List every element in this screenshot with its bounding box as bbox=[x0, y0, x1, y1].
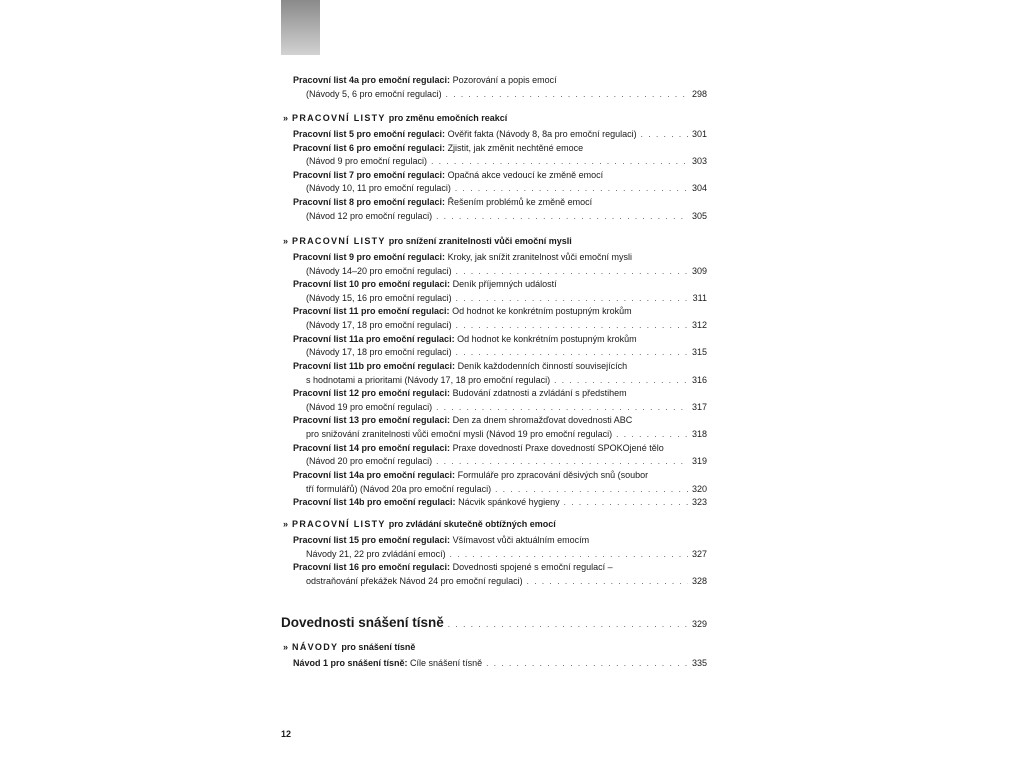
toc-page-number: 305 bbox=[691, 210, 707, 221]
toc-page-number: 298 bbox=[691, 89, 707, 99]
toc-entry-text bbox=[293, 252, 632, 262]
section-heading bbox=[283, 517, 703, 531]
toc-entry-line bbox=[306, 182, 707, 195]
toc-entry[interactable] bbox=[293, 142, 707, 155]
toc-entry-text bbox=[293, 279, 557, 289]
toc-entry[interactable] bbox=[306, 575, 707, 588]
dot-leader bbox=[554, 374, 688, 387]
toc-entry[interactable] bbox=[306, 265, 707, 278]
toc-entry[interactable] bbox=[293, 534, 707, 547]
toc-entry-line bbox=[293, 442, 707, 455]
toc-entry-label: Pracovní list 6 pro emoční regulaci: bbox=[293, 142, 446, 153]
toc-entry-title: Návody 21, 22 pro zvládání emocí) bbox=[306, 548, 446, 559]
toc-entry[interactable] bbox=[293, 251, 707, 264]
toc-entry-line bbox=[293, 142, 707, 155]
section-marker: » bbox=[283, 113, 289, 123]
toc-entry-label: Pracovní list 11 pro emoční regulaci: bbox=[293, 306, 450, 317]
toc-entry-text bbox=[306, 88, 446, 101]
toc-entry-line bbox=[293, 657, 707, 670]
dot-leader bbox=[495, 483, 688, 496]
toc-entry[interactable] bbox=[306, 374, 707, 387]
toc-entry[interactable] bbox=[306, 401, 707, 414]
toc-entry-text bbox=[306, 455, 436, 468]
dot-leader bbox=[446, 88, 688, 101]
toc-page-number: 311 bbox=[692, 292, 707, 303]
section-heading bbox=[283, 640, 703, 654]
toc-entry-title: (Návod 19 pro emoční regulaci) bbox=[306, 401, 433, 412]
section-title: pro snášení tísně bbox=[341, 642, 416, 652]
toc-entry-text bbox=[293, 535, 589, 545]
toc-entry-line bbox=[306, 319, 707, 332]
section-marker: » bbox=[283, 236, 289, 246]
toc-page-number: 316 bbox=[691, 374, 707, 385]
toc-entry-text bbox=[306, 575, 527, 588]
toc-entry-text bbox=[293, 657, 486, 670]
toc-entry-text bbox=[293, 170, 603, 180]
toc-entry-text bbox=[306, 483, 495, 496]
dot-leader bbox=[616, 428, 688, 441]
toc-page-number: 323 bbox=[691, 497, 707, 508]
toc-entry-text bbox=[293, 388, 627, 398]
toc-entry-label: Pracovní list 14a pro emoční regulaci: bbox=[293, 469, 456, 480]
toc-entry-title: Od hodnot ke konkrétním postupným krokům bbox=[452, 306, 632, 317]
toc-entry[interactable] bbox=[306, 428, 707, 441]
toc-page-number: 304 bbox=[691, 183, 707, 194]
toc-page-number: 335 bbox=[691, 658, 707, 668]
toc-entry-title: Praxe dovedností Praxe dovedností SPOKOjené tělo bbox=[452, 442, 664, 453]
section-heading bbox=[283, 234, 703, 248]
toc-entry-text bbox=[306, 401, 436, 414]
toc-entry-line bbox=[293, 196, 707, 209]
toc-entry-line bbox=[306, 88, 707, 101]
toc-entry-label: Pracovní list 9 pro emoční regulaci: bbox=[293, 252, 446, 262]
toc-entry[interactable] bbox=[293, 278, 707, 291]
toc-entry-label: Pracovní list 5 pro emoční regulaci: bbox=[293, 129, 446, 139]
dot-leader bbox=[436, 401, 688, 414]
toc-entry-title: (Návod 20 pro emoční regulaci) bbox=[306, 456, 433, 467]
toc-entry-text bbox=[306, 182, 455, 195]
toc-entry-line bbox=[306, 483, 707, 496]
dot-leader bbox=[564, 496, 688, 509]
toc-entry-label: Pracovní list 16 pro emoční regulaci: bbox=[293, 562, 451, 573]
toc-entry-title: Kroky, jak snížit zranitelnost vůči emoční mysli bbox=[447, 252, 632, 262]
toc-entry[interactable] bbox=[293, 442, 707, 455]
toc-entry-title: Dovednosti spojené s emoční regulací – bbox=[452, 562, 613, 573]
toc-page-number: 312 bbox=[691, 320, 707, 331]
toc-entry-text bbox=[306, 210, 436, 223]
toc-entry-label: Pracovní list 11a pro emoční regulaci: bbox=[293, 333, 455, 344]
toc-entry-line bbox=[293, 305, 707, 318]
section-keyword: PRACOVNÍ LISTY bbox=[292, 113, 386, 123]
toc-entry[interactable] bbox=[293, 196, 707, 209]
dot-leader bbox=[455, 182, 688, 195]
toc-entry[interactable] bbox=[306, 88, 707, 101]
toc-entry-line bbox=[306, 374, 707, 387]
dot-leader bbox=[456, 265, 688, 278]
toc-entry[interactable] bbox=[306, 548, 707, 561]
toc-entry-text bbox=[293, 470, 648, 480]
toc-entry-text bbox=[293, 197, 592, 207]
dot-leader bbox=[436, 455, 688, 468]
toc-entry-text bbox=[306, 374, 554, 387]
toc-entry-text bbox=[293, 496, 564, 509]
toc-entry[interactable] bbox=[306, 155, 707, 168]
toc-entry-label: Pracovní list 14 pro emoční regulaci: bbox=[293, 442, 451, 453]
toc-page-number: 319 bbox=[691, 456, 707, 467]
toc-page-number: 315 bbox=[691, 347, 707, 358]
dot-leader bbox=[456, 292, 689, 305]
toc-entry[interactable] bbox=[293, 496, 707, 509]
toc-entry-text bbox=[293, 361, 627, 371]
toc-entry[interactable] bbox=[293, 414, 707, 427]
toc-entry-text bbox=[293, 143, 583, 153]
toc-entry[interactable] bbox=[293, 128, 707, 141]
toc-entry[interactable] bbox=[293, 561, 707, 574]
toc-entry-title: Den za dnem shromažďovat dovednosti ABC bbox=[452, 415, 633, 426]
toc-entry-line bbox=[293, 251, 707, 264]
toc-entry-text bbox=[306, 155, 431, 168]
toc-entry[interactable] bbox=[293, 74, 707, 87]
toc-entry-label: Pracovní list 11b pro emoční regulaci: bbox=[293, 360, 456, 371]
toc-page-number: 328 bbox=[691, 575, 707, 586]
dot-leader bbox=[456, 346, 688, 359]
toc-entry-title: Řešením problémů ke změně emocí bbox=[447, 197, 593, 208]
toc-entry[interactable] bbox=[293, 333, 707, 346]
toc-entry-title: s hodnotami a prioritami (Návody 17, 18 pro emoční regulaci) bbox=[306, 374, 551, 385]
toc-entry[interactable] bbox=[293, 387, 707, 400]
dot-leader bbox=[527, 575, 688, 588]
section-keyword: PRACOVNÍ LISTY bbox=[292, 236, 386, 246]
toc-entry-label: Návod 1 pro snášení tísně: bbox=[293, 658, 408, 668]
toc-entry-line bbox=[293, 561, 707, 574]
toc-entry[interactable] bbox=[293, 469, 707, 482]
toc-entry[interactable] bbox=[306, 319, 707, 332]
toc-entry-title: (Návody 10, 11 pro emoční regulaci) bbox=[306, 183, 451, 194]
toc-entry-title: Zjistit, jak změnit nechtěné emoce bbox=[447, 142, 584, 153]
toc-entry[interactable] bbox=[306, 346, 707, 359]
toc-entry-title: (Návody 17, 18 pro emoční regulaci) bbox=[306, 347, 452, 358]
toc-entry[interactable] bbox=[306, 455, 707, 468]
section-heading bbox=[283, 111, 703, 125]
toc-entry[interactable] bbox=[306, 182, 707, 195]
toc-entry-text bbox=[293, 334, 637, 344]
toc-entry-label: Pracovní list 15 pro emoční regulaci: bbox=[293, 535, 451, 545]
dot-leader bbox=[431, 155, 688, 168]
dot-leader bbox=[641, 128, 688, 141]
section-keyword: PRACOVNÍ LISTY bbox=[292, 519, 386, 529]
toc-entry-line bbox=[293, 74, 707, 87]
section-marker: » bbox=[283, 519, 289, 529]
dot-leader bbox=[456, 319, 688, 332]
toc-entry-title: odstraňování překážek Návod 24 pro emoční regulaci) bbox=[306, 575, 523, 586]
section-keyword: NÁVODY bbox=[292, 642, 339, 652]
toc-entry-text bbox=[306, 265, 456, 278]
toc-page-number: 303 bbox=[691, 156, 707, 167]
toc-entry-title: Budování zdatnosti a zvládání s předstihem bbox=[452, 388, 627, 399]
toc-entry-label: Pracovní list 8 pro emoční regulaci: bbox=[293, 197, 446, 208]
toc-entry-line bbox=[306, 292, 707, 305]
toc-entry-line bbox=[293, 469, 707, 482]
toc-entry-label: Pracovní list 7 pro emoční regulaci: bbox=[293, 169, 446, 180]
toc-entry-line bbox=[293, 128, 707, 141]
dot-leader bbox=[450, 548, 688, 561]
dot-leader bbox=[486, 657, 688, 670]
chapter-title: Dovednosti snášení tísně bbox=[281, 615, 444, 630]
toc-entry-title: Cíle snášení tísně bbox=[410, 658, 483, 668]
toc-entry-text bbox=[306, 319, 456, 332]
toc-entry-title: (Návod 9 pro emoční regulaci) bbox=[306, 156, 428, 167]
toc-entry[interactable] bbox=[306, 292, 707, 305]
toc-entry-title: (Návody 15, 16 pro emoční regulaci) bbox=[306, 292, 452, 303]
toc-entry-text bbox=[293, 415, 632, 425]
toc-entry-title: Opačná akce vedoucí ke změně emocí bbox=[447, 169, 604, 180]
toc-entry-line bbox=[306, 575, 707, 588]
toc-entry-label: Pracovní list 13 pro emoční regulaci: bbox=[293, 415, 451, 426]
chapter-page-number: 329 bbox=[691, 619, 707, 629]
toc-entry-text bbox=[293, 128, 641, 141]
toc-page-number: 309 bbox=[691, 265, 707, 276]
toc-entry-label: Pracovní list 10 pro emoční regulaci: bbox=[293, 279, 451, 290]
toc-entry-label: Pracovní list 12 pro emoční regulaci: bbox=[293, 388, 451, 399]
toc-entry-title: Deník každodenních činností souvisejících bbox=[457, 360, 628, 371]
toc-entry[interactable] bbox=[293, 360, 707, 373]
toc-entry[interactable] bbox=[306, 210, 707, 223]
toc-page-number: 320 bbox=[691, 483, 707, 494]
toc-entry-line bbox=[306, 401, 707, 414]
toc-entry-title: Ověřit fakta (Návody 8, 8a pro emoční regulaci) bbox=[447, 129, 637, 139]
toc-entry-line bbox=[306, 210, 707, 223]
toc-entry-title: (Návod 12 pro emoční regulaci) bbox=[306, 210, 433, 221]
toc-entry-line bbox=[306, 346, 707, 359]
toc-entry-title: (Návody 5, 6 pro emoční regulaci) bbox=[306, 89, 442, 99]
toc-entry-title: (Návody 17, 18 pro emoční regulaci) bbox=[306, 320, 452, 331]
toc-page-number: 327 bbox=[691, 548, 707, 559]
dot-leader bbox=[436, 210, 688, 223]
toc-entry-text bbox=[293, 306, 632, 316]
toc-page-number: 301 bbox=[691, 129, 707, 139]
toc-entry-text bbox=[306, 428, 616, 441]
toc-entry-line bbox=[293, 414, 707, 427]
toc-entry-line bbox=[293, 387, 707, 400]
toc-entry-title: Nácvik spánkové hygieny bbox=[458, 497, 560, 508]
toc-entry-text bbox=[306, 548, 450, 561]
toc-entry-title: (Návody 14–20 pro emoční regulaci) bbox=[306, 265, 452, 276]
toc-entry-line bbox=[306, 548, 707, 561]
toc-entry-text bbox=[293, 443, 664, 453]
toc-entry-title: Formuláře pro zpracování děsivých snů (soubor bbox=[457, 469, 649, 480]
toc-entry-text bbox=[293, 562, 613, 572]
page-number: 12 bbox=[281, 729, 292, 739]
section-marker: » bbox=[283, 642, 289, 652]
toc-entry-label: Pracovní list 14b pro emoční regulaci: bbox=[293, 497, 456, 508]
toc-entry-line bbox=[293, 360, 707, 373]
section-title: pro změnu emočních reakcí bbox=[388, 113, 508, 123]
toc-entry-title: Deník příjemných událostí bbox=[452, 279, 557, 290]
toc-entry-title: tří formulářů) (Návod 20a pro emoční regulaci) bbox=[306, 483, 492, 494]
toc-entry-line bbox=[306, 265, 707, 278]
toc-entry-line bbox=[306, 428, 707, 441]
section-title: pro zvládání skutečně obtížných emocí bbox=[388, 519, 556, 529]
toc-entry-title: pro snižování zranitelnosti vůči emoční mysli (Návod 19 pro emoční regulaci) bbox=[306, 429, 613, 440]
toc-entry-text bbox=[306, 292, 456, 305]
toc-entry[interactable] bbox=[293, 657, 707, 670]
toc-entry-line bbox=[293, 278, 707, 291]
toc-entry[interactable] bbox=[293, 305, 707, 318]
toc-entry-text bbox=[293, 75, 557, 85]
toc-entry[interactable] bbox=[293, 169, 707, 182]
toc-entry-line bbox=[306, 455, 707, 468]
toc-entry-title: Od hodnot ke konkrétním postupným krokům bbox=[457, 333, 637, 344]
toc-entry-line bbox=[293, 534, 707, 547]
chapter-heading[interactable] bbox=[281, 613, 707, 633]
toc-entry-line bbox=[306, 155, 707, 168]
toc-entry-text bbox=[306, 346, 456, 359]
dot-leader bbox=[448, 615, 688, 635]
section-title: pro snížení zranitelnosti vůči emoční mysli bbox=[388, 236, 572, 246]
toc-entry-title: Všímavost vůči aktuálním emocím bbox=[452, 535, 590, 545]
toc-entry[interactable] bbox=[306, 483, 707, 496]
toc-entry-line bbox=[293, 496, 707, 509]
toc-entry-line bbox=[293, 169, 707, 182]
toc-page-number: 318 bbox=[691, 429, 707, 440]
toc-page-number: 317 bbox=[691, 401, 707, 412]
toc-entry-label: Pracovní list 4a pro emoční regulaci: bbox=[293, 75, 451, 85]
toc-entry-title: Pozorování a popis emocí bbox=[452, 75, 557, 85]
toc-entry-line bbox=[293, 333, 707, 346]
